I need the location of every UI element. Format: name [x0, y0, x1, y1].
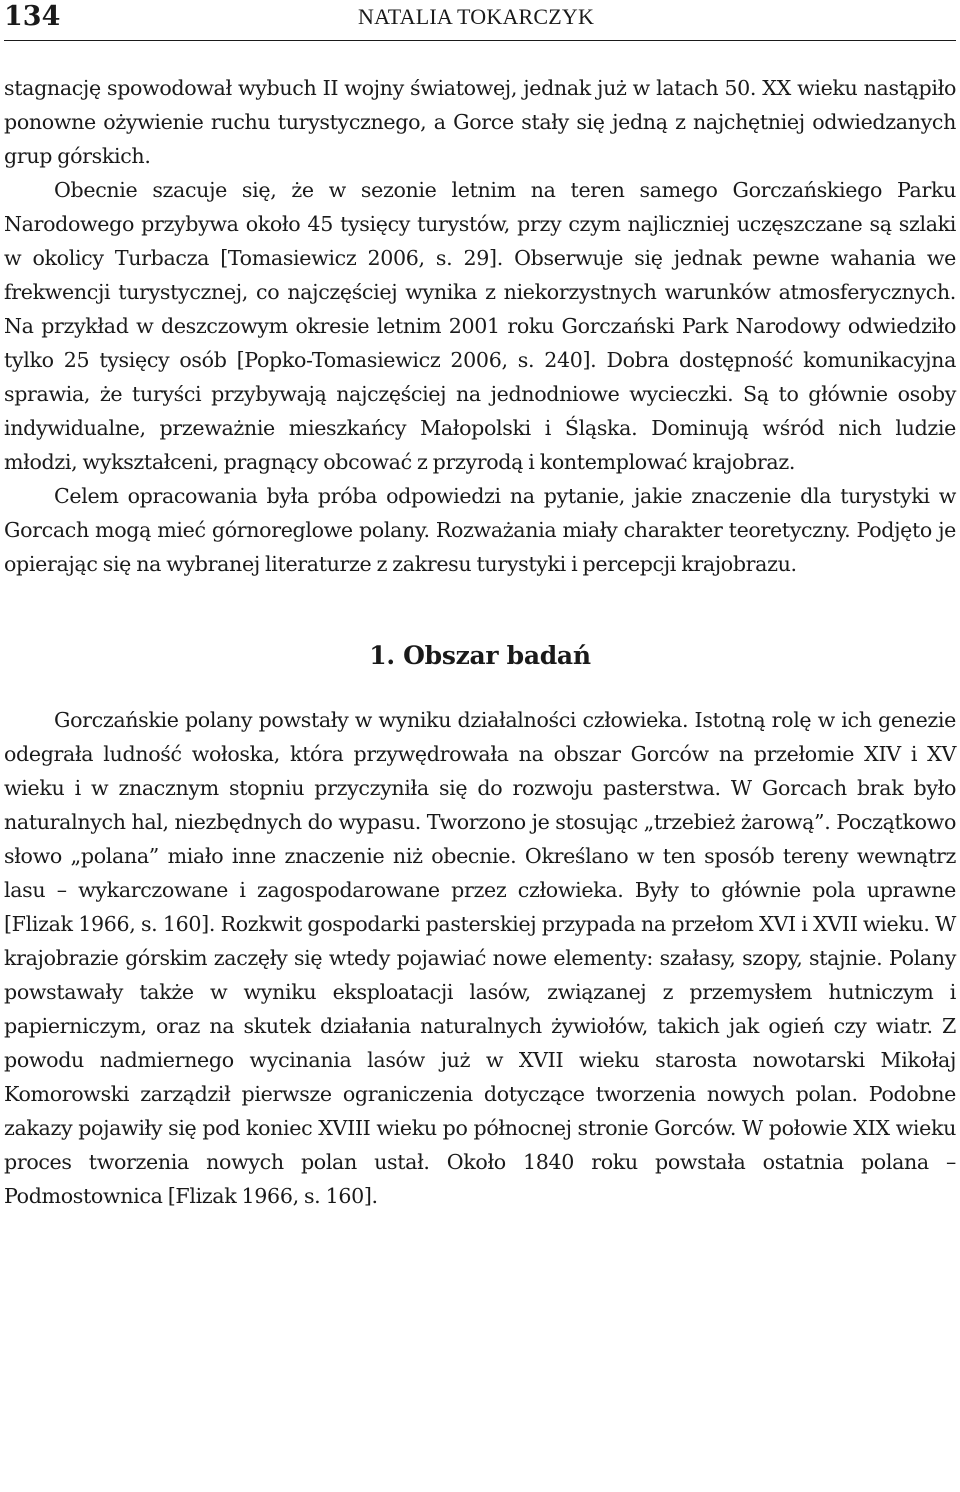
paragraph-study-aim: Celem opracowania była próba odpowiedzi na pytanie, jakie znaczenie dla turystyki w Gorcach mogą mieć górnoreglowe polany. Rozważania miały charakter teoretyczny. Podjęto je opierając się na wybranej literaturze z zakresu turystyki i percepcji krajobrazu. [4, 484, 956, 576]
body-text [4, 71, 956, 1213]
document-page [4, 0, 956, 1213]
section-heading: 1. Obszar badań [369, 641, 591, 670]
page-number: 134 [4, 1, 61, 32]
running-head-author: NATALIA TOKARCZYK [358, 4, 595, 29]
page-header [4, 0, 956, 41]
paragraph-tourist-statistics: Obecnie szacuje się, że w sezonie letnim na teren samego Gorczańskiego Parku Narodowego przybywa około 45 tysięcy turystów, przy czym najliczniej uczęszczane są szlaki w okolicy Turbacza [Tomasiewicz 2006, s. 29]. Obserwuje się jednak pewne wahania we frekwencji turystycznej, co najczęściej wynika z niekorzystnych warunków atmosferycznych. Na przykład w deszczowym okresie letnim 2001 roku Gorczański Park Narodowy odwiedziło tylko 25 tysięcy osób [Popko-Tomasiewicz 2006, s. 240]. Dobra dostępność komunikacyjna sprawia, że turyści przybywają najczęściej na jednodniowe wycieczki. Są to głównie osoby indywidualne, przeważnie mieszkańcy Małopolski i Śląska. Dominują wśród nich ludzie młodzi, wykształceni, pragnący obcować z przyrodą i kontemplować krajobraz. [4, 178, 956, 474]
paragraph-study-area: Gorczańskie polany powstały w wyniku działalności człowieka. Istotną rolę w ich genezie odegrała ludność wołoska, która przywędrowała na obszar Gorców na przełomie XIV i XV wieku i w znacznym stopniu przyczyniła się do rozwoju pasterstwa. W Gorcach brak było naturalnych hal, niezbędnych do wypasu. Tworzono je stosując „trzebież żarową”. Początkowo słowo „polana” miało inne znaczenie niż obecnie. Określano w ten sposób tereny wewnątrz lasu – wykarczowane i zagospodarowane przez człowieka. Były to głównie pola uprawne [Flizak 1966, s. 160]. Rozkwit gospodarki pasterskiej przypada na przełom XVI i XVII wieku. W krajobrazie górskim zaczęły się wtedy pojawiać nowe elementy: szałasy, szopy, stajnie. Polany powstawały także w wyniku eksploatacji lasów, związanej z przemysłem hutniczym i papierniczym, oraz na skutek działania naturalnych żywiołów, takich jak ogień czy wiatr. Z powodu nadmiernego wycinania lasów już w XVII wieku starosta nowotarski Mikołaj Komorowski zarządził pierwsze ograniczenia dotyczące tworzenia nowych polan. Podobne zakazy pojawiły się pod koniec XVIII wieku po północnej stronie Gorców. W połowie XIX wieku proces tworzenia nowych polan ustał. Około 1840 roku powstała ostatnia polana – Podmostownica [Flizak 1966, s. 160]. [4, 708, 956, 1208]
paragraph-continued: stagnację spowodował wybuch II wojny światowej, jednak już w latach 50. XX wieku nastąpiło ponowne ożywienie ruchu turystycznego, a Gorce stały się jedną z najchętniej odwiedzanych grup górskich. [4, 76, 956, 168]
